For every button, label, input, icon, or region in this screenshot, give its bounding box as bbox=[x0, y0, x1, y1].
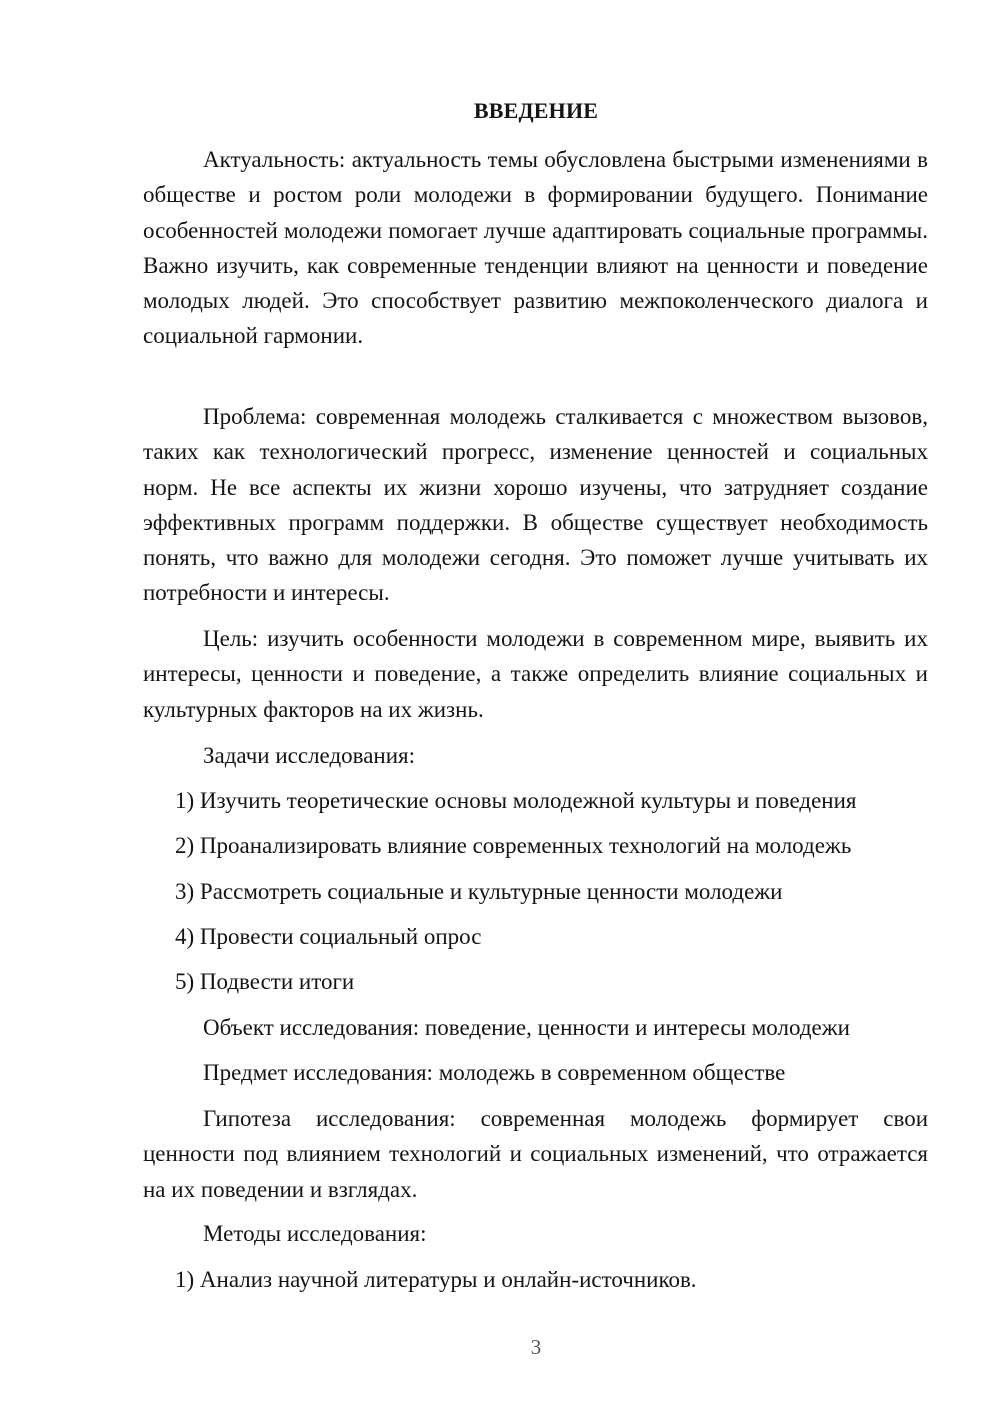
subject-line: Предмет исследования: молодежь в современном обществе bbox=[203, 1060, 786, 1085]
section-heading: ВВЕДЕНИЕ bbox=[473, 98, 599, 123]
method-item: 1) Анализ научной литературы и онлайн-источников. bbox=[175, 1267, 697, 1292]
task-item: 2) Проанализировать влияние современных технологий на молодежь bbox=[175, 833, 852, 858]
goal-paragraph: Цель: изучить особенности молодежи в современном мире, выявить их интересы, ценности и поведение, а также определить влияние социальных и культурных факторов на их жизнь. bbox=[143, 626, 928, 722]
tasks-title: Задачи исследования: bbox=[203, 743, 416, 768]
methods-title: Методы исследования: bbox=[203, 1221, 427, 1246]
task-item: 4) Провести социальный опрос bbox=[175, 924, 482, 949]
hypothesis-paragraph: Гипотеза исследования: современная молодежь формирует свои ценности под влиянием технологий и социальных изменений, что отражается на их поведении и взглядах. bbox=[143, 1106, 928, 1202]
object-line: Объект исследования: поведение, ценности и интересы молодежи bbox=[203, 1015, 850, 1040]
task-item: 5) Подвести итоги bbox=[175, 969, 355, 994]
relevance-paragraph: Актуальность: актуальность темы обусловлена быстрыми изменениями в обществе и ростом роли молодежи в формировании будущего. Понимание особенностей молодежи помогает лучше адаптировать социальные программы. Важно изучить, как современные тенденции влияют на ценности и поведение молодых людей. Это способствует развитию межпоколенческого диалога и социальной гармонии. bbox=[143, 147, 928, 349]
page-number: 3 bbox=[530, 1335, 542, 1359]
task-item: 1) Изучить теоретические основы молодежной культуры и поведения bbox=[175, 788, 857, 813]
task-item: 3) Рассмотреть социальные и культурные ценности молодежи bbox=[175, 879, 783, 904]
problem-paragraph: Проблема: современная молодежь сталкивается с множеством вызовов, таких как технологический прогресс, изменение ценностей и социальных норм. Не все аспекты их жизни хорошо изучены, что затрудняет создание эффективных программ поддержки. В обществе существует необходимость понять, что важно для молодежи сегодня. Это поможет лучше учитывать их потребности и интересы. bbox=[143, 404, 928, 606]
